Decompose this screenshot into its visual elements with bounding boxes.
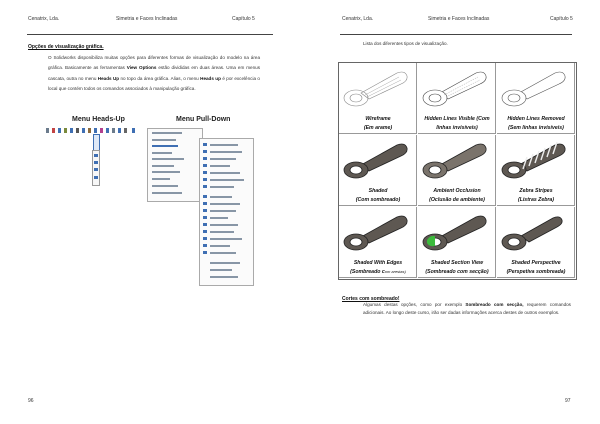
- part-shaded-edge-image: [339, 137, 417, 183]
- view-caption-name: Shaded With Edges: [353, 260, 403, 266]
- view-caption-translation: (Com sombreado): [355, 197, 401, 203]
- heads-up-term: Heads Up: [97, 75, 120, 81]
- view-caption-translation: linhas invisíveis): [436, 125, 478, 131]
- heads-up-term-2: Heads up: [200, 75, 221, 81]
- display-style-icon: [88, 128, 91, 133]
- part-hole: [350, 166, 362, 174]
- view-cell: [339, 207, 417, 278]
- view-caption-translation-small: om arestas): [384, 269, 406, 274]
- part-handle: [361, 72, 407, 99]
- page-number-left: 96: [28, 398, 34, 404]
- page-number-right: 97: [565, 398, 571, 404]
- part-hole: [350, 94, 362, 102]
- part-handle: [440, 216, 486, 243]
- part-zebra-image: [497, 137, 575, 183]
- dynamic-annotation-icon: [76, 128, 79, 133]
- appearance-icon: [100, 128, 103, 133]
- display-style-grid: [338, 62, 577, 280]
- view-caption-translation: (Oclusão de ambiente): [429, 197, 485, 203]
- part-wire-image: [339, 65, 417, 111]
- part-hole: [508, 238, 520, 246]
- monitor-icon: [124, 128, 127, 133]
- list-intro: Lista dos diferentes tipos de visualização.: [363, 41, 448, 46]
- view-caption-name: Shaded: [368, 188, 388, 194]
- header-center: Simetria e Faces Inclinadas: [428, 16, 490, 22]
- hide-show-icon: [94, 128, 97, 133]
- section-view-icon: [70, 128, 73, 133]
- part-handle: [519, 72, 565, 99]
- render-icon: [118, 128, 121, 133]
- right-page: [300, 0, 600, 424]
- view-cell: [339, 63, 417, 134]
- view-caption-translation: (Perspetiva sombreada): [506, 269, 566, 275]
- part-hole: [508, 166, 520, 174]
- search-icon: [46, 128, 49, 133]
- section-paragraph: Algumas destas opções, como por exemplo Sombreado com secção, requerem comandos adicionais. Ao longo deste curso, irão ser dadas informações acerca destes de outros exemplos.: [363, 302, 571, 316]
- view-cell: [418, 135, 496, 206]
- header-center: Simetria e Faces Inclinadas: [116, 16, 178, 22]
- section-title: Opções de visualização gráfica.: [28, 44, 104, 50]
- view-cell: [418, 207, 496, 278]
- part-handle: [440, 144, 486, 171]
- part-handle: [521, 217, 562, 242]
- part-ring: [344, 90, 368, 106]
- view-orientation-icon: [82, 128, 85, 133]
- part-hole: [429, 166, 441, 174]
- part-handle: [361, 144, 407, 171]
- previous-view-icon: [64, 128, 67, 133]
- display-submenu: [199, 138, 254, 286]
- view-caption-translation: (Sombreado com secção): [425, 269, 489, 275]
- view-caption-name: Hidden Lines Visible (Com: [424, 116, 490, 122]
- dropdown-icon: [132, 128, 135, 133]
- menu-pulldown-caption: Menu Pull-Down: [176, 116, 231, 123]
- view-caption-translation: (Sombreado com arestas): [350, 269, 406, 275]
- view-cell: [497, 63, 575, 134]
- header-rule: [27, 34, 273, 35]
- headsup-icon-column: [92, 150, 100, 186]
- section-title: Cortes com sombreado!: [342, 296, 400, 302]
- header-left: Cenatrix, Lda.: [28, 16, 60, 22]
- part-ao-image: [418, 137, 496, 183]
- zoom-icon: [52, 128, 55, 133]
- part-handle: [361, 216, 407, 243]
- header-right: Capítulo 5: [232, 16, 255, 22]
- header-left: Cenatrix, Lda.: [342, 16, 374, 22]
- scene-icon: [106, 128, 109, 133]
- view-caption-name: Ambient Occlusion: [433, 188, 481, 194]
- part-handle: [440, 72, 486, 99]
- zoom-area-icon: [58, 128, 61, 133]
- view-settings-icon: [112, 128, 115, 133]
- intro-paragraph: O Solidworks disponibiliza muitas opções para diferentes formas de visualização do modelo na área gráfica. Basicamente as ferramentas View Options estão divididas em duas áreas. Uma em menus cascata, outra no menu Heads Up no topo da área gráfica. Alias, o menu Heads up é por excelência o local que contém todos os comandos associados à manipulação gráfica.: [48, 55, 261, 91]
- part-section-image: [418, 209, 496, 255]
- header-rule: [340, 34, 572, 35]
- part-hlv-image: [418, 65, 496, 111]
- view-cell: [418, 63, 496, 134]
- part-shaded-image: [339, 209, 417, 255]
- header-right: Capítulo 5: [550, 16, 573, 22]
- view-caption-name: Zebra Stripes: [519, 188, 553, 194]
- view-cell: [339, 135, 417, 206]
- view-options-term: View Options: [126, 65, 157, 71]
- section-view-term: Sombreado com secção,: [465, 302, 524, 307]
- view-cell: [497, 135, 575, 206]
- view-cell: [497, 207, 575, 278]
- menu-headsup-caption: Menu Heads-Up: [72, 116, 125, 123]
- part-hole: [350, 238, 362, 246]
- part-hole: [508, 94, 520, 102]
- view-caption-translation: (Listras Zebra): [517, 197, 555, 203]
- view-caption-name: Shaded Section View: [431, 260, 483, 266]
- part-persp-image: [497, 209, 575, 255]
- view-caption-name: Wireframe: [365, 116, 391, 122]
- part-hole: [429, 94, 441, 102]
- view-caption-name: Shaded Perspective: [511, 260, 561, 266]
- view-caption-translation: (Em arame): [363, 125, 393, 131]
- view-caption-translation: (Sem linhas invisíveis): [508, 125, 564, 131]
- view-pulldown-menu: [147, 128, 203, 202]
- view-caption-name: Hidden Lines Removed: [507, 116, 565, 122]
- part-edges: [365, 77, 401, 97]
- part-hlr-image: [497, 65, 575, 111]
